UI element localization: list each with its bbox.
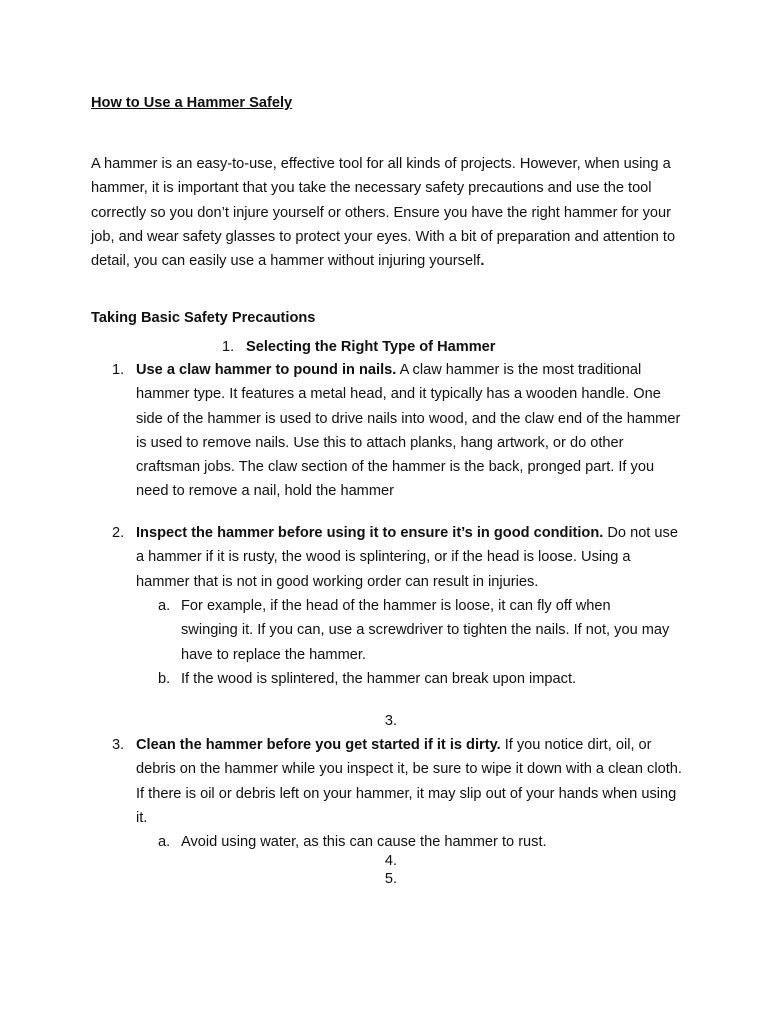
list-item-bold: Use a claw hammer to pound in nails.	[136, 362, 397, 378]
subheading-text: Selecting the Right Type of Hammer	[246, 339, 496, 355]
list-item-text: Do not use a hammer if it is rusty, the wood is splintering, or if the head is loose. Using a hammer that is not in good working order can result in injuries.	[136, 525, 678, 590]
intro-text: A hammer is an easy-to-use, effective tool for all kinds of projects. However, when using a hammer, it is important that you take the necessary safety precautions and use the tool correctly so you don’t injure yourself or others. Ensure you have the right hammer for your job, and wear safety glasses to protect your eyes. With a bit of preparation and attention to detail, you can easily use a hammer without injuring yourself	[91, 156, 676, 270]
subheading	[222, 338, 495, 356]
sub-item-text: If the wood is splintered, the hammer can break upon impact.	[181, 671, 577, 687]
sub-item-marker: b.	[158, 671, 171, 687]
subheading-number: 1.	[222, 339, 235, 355]
centered-number-5: 5.	[384, 871, 398, 887]
list-item-bold: Clean the hammer before you get started if it is dirty.	[136, 737, 501, 753]
sub-item-marker: a.	[158, 598, 171, 614]
sub-item-2b	[158, 667, 671, 691]
sub-item-marker: a.	[158, 834, 171, 850]
list-item-3	[112, 733, 684, 830]
list-item-marker: 1.	[112, 362, 125, 378]
list-item-2	[112, 521, 684, 594]
centered-number-3: 3.	[384, 713, 398, 729]
list-item-text: If you notice dirt, oil, or debris on the hammer while you inspect it, be sure to wipe it down with a clean cloth. If there is oil or debris left on your hammer, it may slip out of your hands when using it.	[136, 737, 682, 826]
list-item-1	[112, 358, 684, 504]
intro-end: .	[480, 253, 485, 270]
document-title: How to Use a Hammer Safely	[91, 95, 293, 111]
sub-item-text: Avoid using water, as this can cause the hammer to rust.	[181, 834, 547, 850]
sub-item-2a	[158, 594, 671, 667]
intro-paragraph	[91, 152, 691, 273]
sub-item-3a	[158, 830, 671, 854]
section-heading: Taking Basic Safety Precautions	[91, 310, 316, 326]
list-item-marker: 2.	[112, 525, 125, 541]
list-item-bold: Inspect the hammer before using it to ensure it’s in good condition.	[136, 525, 604, 541]
centered-number-4: 4.	[384, 853, 398, 869]
list-item-marker: 3.	[112, 737, 125, 753]
list-item-text: A claw hammer is the most traditional hammer type. It features a metal head, and it typically has a wooden handle. One side of the hammer is used to drive nails into wood, and the claw end of the hammer is used to remove nails. Use this to attach planks, hang artwork, or do other craftsman jobs. The claw section of the hammer is the back, pronged part. If you need to remove a nail, hold the hammer	[136, 362, 681, 500]
sub-item-text: For example, if the head of the hammer is loose, it can fly off when swinging it. If you can, use a screwdriver to tighten the nails. If not, you may have to replace the hammer.	[181, 598, 670, 663]
